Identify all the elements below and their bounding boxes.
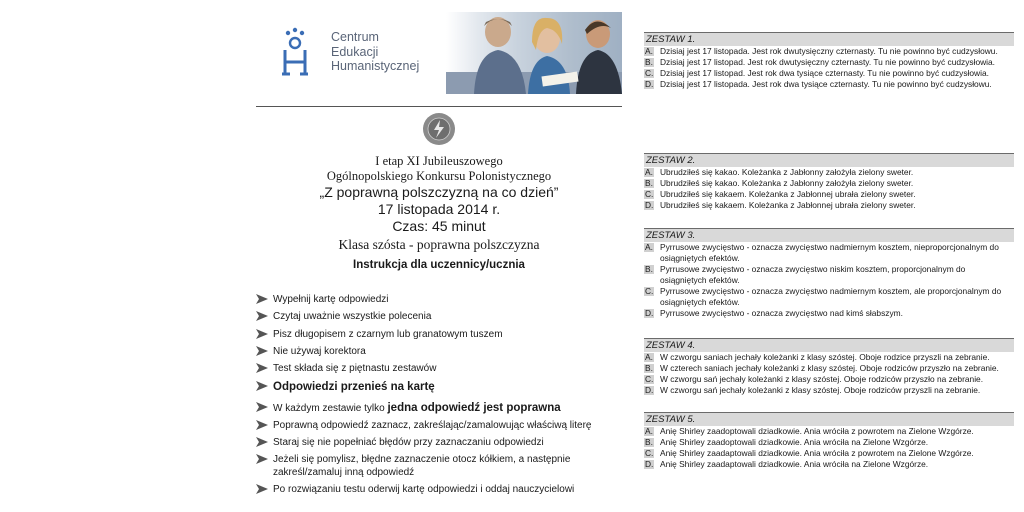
option-text: Dzisiaj jest 17 listopada. Jest rok dwa tysiące czternasty. Tu nie powinno być cudzysłowu. [660, 79, 992, 89]
option-text: Dzisiaj jest 17 listopad. Jest rok dwa tysiące czternasty. Tu nie powinno być cudzysłowia. [660, 68, 989, 78]
question-set-3 [644, 228, 1014, 319]
answer-option[interactable] [644, 363, 1014, 374]
option-text: Anię Shirley zaadaptowali dziadkowie. Ania wróciła na Zielone Wzgórze. [660, 459, 929, 469]
answer-option[interactable] [644, 167, 1014, 178]
arrow-bullet-icon [256, 420, 268, 430]
instruction-text: Poprawną odpowiedź zaznacz, zakreślając/zamalowując właściwą literę [273, 420, 592, 431]
question-set-1 [644, 32, 1014, 90]
option-letter: D. [645, 200, 654, 210]
instruction-text [273, 402, 618, 416]
question-set-5 [644, 412, 1014, 470]
option-text: Pyrrusowe zwycięstwo - oznacza zwycięstwo nadmiernym kosztem, ale proporcjonalnym do osiągniętych efektów. [660, 286, 1002, 307]
exam-date: 17 listopada 2014 r. [377, 201, 501, 217]
arrow-bullet-icon [256, 437, 268, 447]
answer-option[interactable] [644, 200, 1014, 211]
instruction-text: Staraj się nie popełniać błędów przy zaznaczaniu odpowiedzi [273, 437, 544, 448]
answer-option[interactable] [644, 68, 1014, 79]
answer-option[interactable] [644, 79, 1014, 90]
title-line-3: „Z poprawną polszczyzną na co dzień” [319, 184, 559, 200]
right-page [644, 0, 1014, 512]
answer-option[interactable] [644, 286, 1014, 308]
option-letter: A. [645, 426, 653, 436]
answer-option[interactable] [644, 308, 1014, 319]
arrow-bullet-icon [256, 381, 268, 391]
question-set-4 [644, 338, 1014, 396]
instruction-text: Nie używaj korektora [273, 346, 366, 357]
answer-option[interactable] [644, 57, 1014, 68]
option-letter: D. [645, 308, 654, 318]
option-letter: C. [645, 374, 654, 384]
instructions-title: Instrukcja dla uczennicy/ucznia [353, 259, 525, 271]
set-title: ZESTAW 2. [644, 153, 1014, 167]
instruction-text: Wypełnij kartę odpowiedzi [273, 294, 389, 305]
header-divider [256, 106, 622, 107]
logo-line-2: Edukacji [331, 44, 379, 59]
option-text: Ubrudziłeś się kakaem. Koleżanka z Jabłonnej ubrała zielony sweter. [660, 200, 916, 210]
instruction-text: Czytaj uważnie wszystkie polecenia [273, 311, 432, 322]
option-text: W czworgu saniach jechały koleżanki z klasy szóstej. Oboje rodzice przyszli na zebranie. [660, 352, 990, 362]
instruction-emphasis: jedna odpowiedź jest poprawna [387, 402, 561, 414]
option-text: Ubrudziłeś się kakao. Koleżanka z Jabłonny założyła zielony sweter. [660, 167, 914, 177]
option-letter: C. [645, 68, 654, 78]
arrow-bullet-icon [256, 346, 268, 356]
option-letter: D. [645, 385, 654, 395]
answer-option[interactable] [644, 352, 1014, 363]
title-line-2: Ogólnopolskiego Konkursu Polonistycznego [326, 169, 552, 183]
answer-option[interactable] [644, 385, 1014, 396]
option-text: Anię Shirley zaadoptowali dziadkowie. Ania wróciła na Zielone Wzgórze. [660, 437, 929, 447]
option-text: W czterech saniach jechały koleżanki z klasy szóstej. Oboje rodziców przyszło na zebranie. [660, 363, 999, 373]
answer-option[interactable] [644, 374, 1014, 385]
logo-area [256, 12, 622, 94]
left-page [256, 0, 622, 512]
answer-option[interactable] [644, 426, 1014, 437]
option-letter: A. [645, 352, 653, 362]
arrow-bullet-icon [256, 294, 268, 304]
option-letter: D. [645, 459, 654, 469]
students-photo-illustration [446, 12, 622, 94]
answer-option[interactable] [644, 448, 1014, 459]
instruction-text: Po rozwiązaniu testu oderwij kartę odpowiedzi i oddaj nauczycielowi [273, 484, 575, 495]
option-letter: A. [645, 46, 653, 56]
option-text: Ubrudziłeś się kakaem. Koleżanka z Jabłonnej ubrała zielony sweter. [660, 189, 916, 199]
answer-option[interactable] [644, 264, 1014, 286]
answer-option[interactable] [644, 459, 1014, 470]
option-letter: B. [645, 57, 653, 67]
arrow-bullet-icon [256, 454, 268, 464]
instruction-text: Test składa się z piętnastu zestawów [273, 363, 437, 374]
set-title: ZESTAW 4. [644, 338, 1014, 352]
answer-option[interactable] [644, 189, 1014, 200]
instruction-text: Jeżeli się pomylisz, błędne zaznaczenie otocz kółkiem, a następnie zakreśl/zamaluj inną odpowiedź [273, 454, 571, 478]
logo-text [331, 30, 419, 74]
option-text: W czworgu sań jechały koleżanki z klasy szóstej. Oboje rodziców przyszło na zebranie. [660, 374, 984, 384]
exam-time: Czas: 45 minut [392, 218, 486, 234]
answer-option[interactable] [644, 178, 1014, 189]
option-text: Dzisiaj jest 17 listopad. Jest rok dwutysięczny czternasty. Tu nie powinno być cudzysłowia. [660, 57, 995, 67]
arrow-bullet-icon [256, 402, 268, 412]
instruction-text: Odpowiedzi przenieś na kartę [273, 381, 435, 393]
option-letter: B. [645, 437, 653, 447]
option-text: Dzisiaj jest 17 listopada. Jest rok dwutysięczny czternasty. Tu nie powinno być cudzysłowu. [660, 46, 998, 56]
option-text: Ubrudziłeś się kakao. Koleżanka z Jabłonny założyła zielony sweter. [660, 178, 914, 188]
arrow-bullet-icon [256, 484, 268, 494]
logo-line-3: Humanistycznej [331, 59, 420, 73]
option-text: Pyrrusowe zwycięstwo - oznacza zwycięstwo nad kimś słabszym. [660, 308, 903, 318]
ceh-logo-icon [280, 26, 310, 78]
option-letter: A. [645, 167, 653, 177]
seal-emblem-icon [422, 112, 456, 146]
arrow-bullet-icon [256, 363, 268, 373]
answer-option[interactable] [644, 242, 1014, 264]
logo-line-1: Centrum [331, 30, 379, 44]
option-letter: B. [645, 264, 653, 274]
option-letter: B. [645, 178, 653, 188]
answer-option[interactable] [644, 437, 1014, 448]
set-title: ZESTAW 5. [644, 412, 1014, 426]
title-line-1: I etap XI Jubileuszowego [375, 154, 503, 168]
option-letter: C. [645, 189, 654, 199]
option-text: Anię Shirley zaadoptowali dziadkowie. Ania wróciła z powrotem na Zielone Wzgórze. [660, 426, 974, 436]
option-text: Anię Shirley zaadaptowali dziadkowie. Ania wróciła z powrotem na Zielone Wzgórze. [660, 448, 974, 458]
set-title: ZESTAW 1. [644, 32, 1014, 46]
option-letter: B. [645, 363, 653, 373]
arrow-bullet-icon [256, 329, 268, 339]
option-text: W czworgu sań jechały koleżanki z klasy szóstej. Oboje rodziców przyszli na zebranie. [660, 385, 981, 395]
answer-option[interactable] [644, 46, 1014, 57]
question-set-2 [644, 153, 1014, 211]
option-letter: C. [645, 286, 654, 296]
title-block [256, 154, 622, 271]
instruction-text-part: W każdym zestawie tylko [273, 403, 388, 414]
option-letter: A. [645, 242, 653, 252]
option-text: Pyrrusowe zwycięstwo - oznacza zwycięstwo nadmiernym kosztem, nieproporcjonalnym do osiągniętych efektów. [660, 242, 999, 263]
set-title: ZESTAW 3. [644, 228, 1014, 242]
students-photo [446, 12, 622, 94]
arrow-bullet-icon [256, 311, 268, 321]
option-letter: D. [645, 79, 654, 89]
option-letter: C. [645, 448, 654, 458]
option-text: Pyrrusowe zwycięstwo - oznacza zwycięstwo niskim kosztem, proporcjonalnym do osiągniętych efektów. [660, 264, 966, 285]
instruction-text: Pisz długopisem z czarnym lub granatowym tuszem [273, 329, 503, 340]
exam-class: Klasa szósta - poprawna polszczyzna [338, 237, 540, 252]
